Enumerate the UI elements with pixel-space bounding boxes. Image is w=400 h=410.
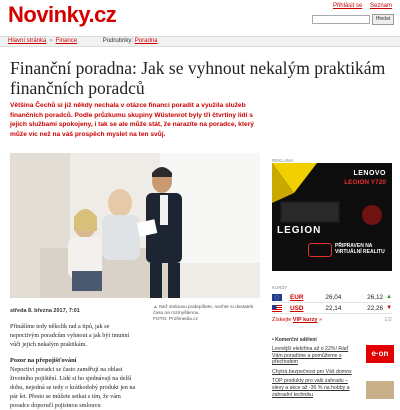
vip-arrow-icon: » bbox=[319, 317, 323, 323]
seznam-link[interactable]: Seznam bbox=[369, 3, 392, 9]
site-logo[interactable]: Novinky.cz bbox=[8, 2, 117, 27]
us-flag-icon bbox=[272, 305, 282, 312]
caption-triangle-icon: ▲ bbox=[153, 305, 160, 310]
ad-brand: LENOVO bbox=[353, 170, 386, 177]
subcategory-label: Podrubriky: bbox=[102, 38, 134, 44]
article-photo[interactable] bbox=[10, 153, 260, 298]
lenovo-ad-banner[interactable] bbox=[272, 163, 392, 271]
search-button[interactable]: Hledat bbox=[372, 14, 394, 25]
bullet-icon: • bbox=[272, 337, 276, 343]
news-item[interactable]: Levnější elektřina až o 22%! Ráď Vám poradíme a pomůžeme s přechodem bbox=[272, 346, 349, 366]
eu-flag-icon bbox=[272, 294, 282, 301]
site-header bbox=[0, 0, 400, 36]
news-item[interactable]: Chytrá bezpečnost pro Váš domov bbox=[272, 368, 352, 375]
vip-rates-link[interactable]: VIP kurzy bbox=[292, 317, 318, 323]
login-link[interactable]: Přihlásit se bbox=[332, 3, 363, 9]
commercial-heading-text: Komerční sdělení bbox=[275, 337, 317, 343]
news-thumbnail[interactable] bbox=[366, 381, 394, 399]
exchange-rates-label: KURZY bbox=[272, 285, 288, 290]
ad-legion-logo: LEGION bbox=[277, 225, 322, 236]
fx-row[interactable] bbox=[272, 292, 392, 303]
article-subhead: Pozor na přepojišťování bbox=[10, 357, 77, 364]
vip-rates bbox=[272, 317, 392, 323]
article-paragraph-2: Nepoctiví poradci se často zaměřují na oblast životního pojištění. Lidé si ho sjednávají na delší dobu, nejedná se tedy o krátkodobý produkt jen na pár let. Přesto se můžete setkat s tím, že vám poradce doporučí pojistnou smlouvu bbox=[10, 366, 136, 409]
fx-sell: 22,26 bbox=[367, 304, 384, 312]
top-links bbox=[327, 3, 392, 9]
commercial-heading bbox=[272, 337, 394, 343]
photo-caption bbox=[153, 305, 258, 324]
fx-pager[interactable]: 1/2 bbox=[384, 317, 392, 323]
breadcrumb bbox=[0, 36, 400, 47]
trend-down-icon: ▼ bbox=[386, 305, 393, 311]
article-date: středa 8. března 2017, 7:01 bbox=[10, 308, 80, 314]
search-input[interactable] bbox=[312, 15, 370, 24]
fx-currency[interactable]: EUR bbox=[290, 293, 304, 301]
breadcrumb-finance[interactable]: Finance bbox=[55, 38, 78, 44]
fx-buy: 22,14 bbox=[325, 304, 342, 312]
article-title: Finanční poradna: Jak se vyhnout nekalým praktikám finančních poradců bbox=[10, 58, 386, 98]
caption-text: Než smlouvu podepíšete, nechte si dostatek času na rozmyšlenou. bbox=[153, 305, 254, 317]
breadcrumb-separator: » bbox=[49, 38, 53, 44]
trend-up-icon: ▲ bbox=[386, 294, 393, 300]
subcategory-poradna[interactable]: Poradna bbox=[134, 38, 158, 44]
eon-logo[interactable]: e·on bbox=[366, 345, 394, 363]
ad-model: LEGION Y720 bbox=[344, 179, 386, 186]
news-item[interactable]: TOP produkty pro vaši zahradu – slevy a akce až -36 % na hobby a zahradní techniku bbox=[272, 378, 350, 398]
vr-headset-icon bbox=[308, 243, 332, 257]
fx-sell: 26,12 bbox=[367, 293, 384, 301]
article-lead: Většina Čechů si již někdy nechala v otázce financí poradit a využila služeb finančních poradců. Podle průzkumu skupiny Wüstenrot byly tři čtvrtiny lidí s jejich službami spokojeny, i tak se ale může stát, že narazíte na poradce, který může víc než na váš prospěch myslet na ten svůj. bbox=[10, 102, 254, 138]
article-body bbox=[10, 322, 140, 410]
fx-buy: 26,04 bbox=[325, 293, 342, 301]
ad-label: REKLAMA bbox=[272, 158, 294, 163]
fx-currency[interactable]: USD bbox=[290, 304, 304, 312]
breadcrumb-home[interactable]: Hlavní stránka bbox=[8, 38, 47, 44]
photo-credit: FOTO: Profimedia.cz bbox=[153, 317, 198, 323]
commercial-news bbox=[272, 337, 394, 401]
vip-prefix: Získejte bbox=[272, 317, 292, 323]
fx-row[interactable] bbox=[272, 303, 392, 314]
article-paragraph-1: Přinášíme tedy několik rad a tipů, jak se nepoctivým poradcům vyhnout a jak být imunní vůči jejich nekalým praktikám. bbox=[10, 323, 130, 348]
photo-illustration bbox=[10, 153, 260, 298]
ad-vr-text: PŘIPRAVEN NA VIRTUÁLNÍ REALITU bbox=[335, 243, 385, 255]
exchange-rates bbox=[272, 285, 392, 323]
